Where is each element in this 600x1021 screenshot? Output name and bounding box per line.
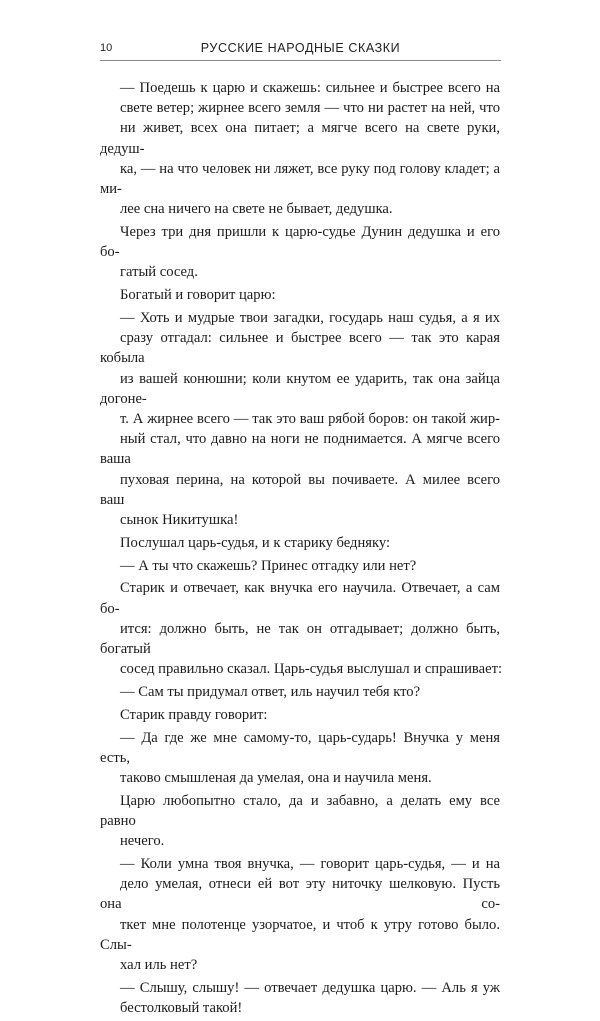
text-line: бестолковый такой!	[120, 1000, 243, 1017]
text-line: свете ветер; жирнее всего земля — что ни растет на ней, что	[120, 100, 500, 117]
text-line: Послушал царь-судья, и к старику бедняку:	[120, 534, 391, 551]
body-text	[100, 78, 503, 1021]
paragraph	[100, 728, 500, 789]
paragraph	[100, 978, 500, 1018]
paragraph	[100, 308, 500, 530]
text-line: — Сам ты придумал ответ, иль научил тебя кто?	[120, 684, 421, 701]
paragraph	[100, 854, 500, 975]
text-line: пуховая перина, на которой вы почиваете. А милее всего ваш	[100, 471, 500, 508]
text-line: т. А жирнее всего — так это ваш рябой боров: он такой жир-	[120, 411, 500, 428]
text-line: нечего.	[120, 833, 165, 850]
text-line: ни живет, всех она питает; а мягче всего на свете руки, дедуш-	[100, 120, 500, 157]
paragraph	[100, 682, 500, 702]
text-line: Старик и отвечает, как внучка его научила. Отвечает, а сам бо-	[100, 580, 500, 617]
text-line: ится: должно быть, не так он отгадывает; должно быть, богатый	[100, 620, 500, 658]
text-line: — Хоть и мудрые твои загадки, государь наш судья, а я их	[120, 310, 500, 327]
text-line: ка, — на что человек ни ляжет, все руку под голову кладет; а ми-	[100, 160, 500, 198]
text-line: — Коли умна твоя внучка, — говорит царь-судья, — и на	[120, 856, 500, 873]
running-title: РУССКИЕ НАРОДНЫЕ СКАЗКИ	[200, 41, 401, 55]
text-line: Через три дня пришли к царю-судье Дунин дедушка и его бо-	[100, 224, 500, 261]
text-line: лее сна ничего на свете не бывает, дедушка.	[120, 201, 393, 218]
text-line: Царю любопытно стало, да и забавно, а делать ему все равно	[100, 792, 500, 830]
paragraph	[100, 78, 500, 219]
page-number: 10	[100, 42, 113, 54]
text-line: Старик правду говорит:	[120, 706, 268, 723]
paragraph	[100, 222, 500, 283]
paragraph	[100, 791, 500, 852]
text-line: сразу отгадал: сильнее и быстрее всего — так это карая кобыла	[100, 330, 500, 367]
text-line: Богатый и говорит царю:	[120, 287, 276, 304]
text-line: сынок Никитушка!	[120, 512, 239, 529]
running-header	[100, 38, 501, 61]
paragraph	[100, 578, 503, 679]
text-line: из вашей конюшни; коли кнутом ее ударить, так она зайца догоне-	[100, 370, 500, 407]
text-line: таково смышленая да умелая, она и научила меня.	[120, 770, 432, 787]
paragraph	[100, 705, 500, 725]
text-line: гатый сосед.	[120, 264, 198, 281]
text-line: хал иль нет?	[120, 957, 198, 974]
paragraph	[100, 533, 500, 553]
text-line: — Да где же мне самому-то, царь-сударь! Внучка у меня есть,	[100, 729, 500, 766]
text-line: — А ты что скажешь? Принес отгадку или нет?	[120, 557, 417, 574]
text-line: — Слышу, слышу! — отвечает дедушка царю. — Аль я уж	[120, 979, 500, 996]
text-line: сосед правильно сказал. Царь-судья выслушал и спрашивает:	[120, 661, 503, 678]
text-line: дело умелая, отнеси ей вот эту ниточку шелковую. Пусть она со-	[100, 876, 500, 913]
text-line: ный стал, что давно на ноги не поднимается. А мягче всего ваша	[100, 431, 500, 468]
paragraph	[100, 285, 500, 305]
paragraph	[100, 556, 500, 576]
text-line: ткет мне полотенце узорчатое, и чтоб к утру готово было. Слы-	[100, 916, 500, 953]
text-line: — Поедешь к царю и скажешь: сильнее и быстрее всего на	[120, 80, 500, 96]
